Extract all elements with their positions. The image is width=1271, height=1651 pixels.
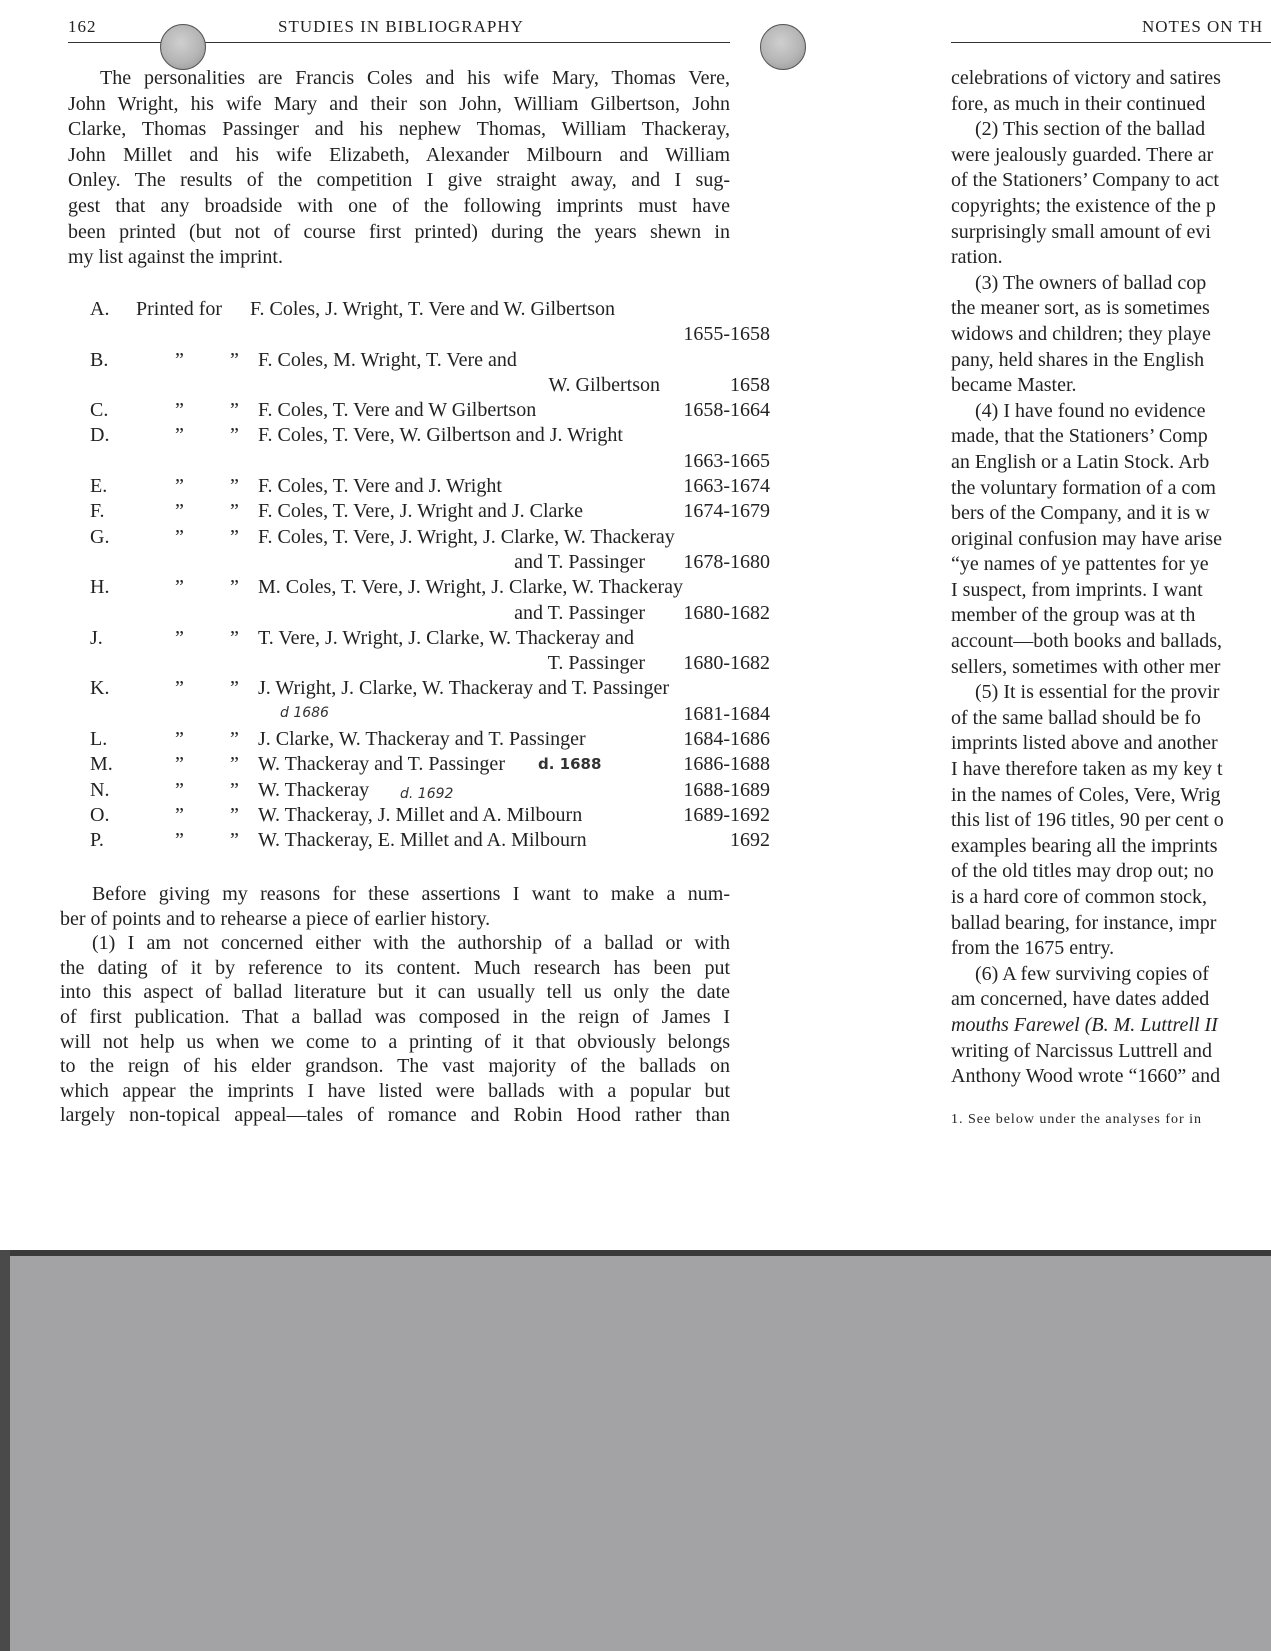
ditto-mark: ” [175,500,184,523]
ditto-mark: ” [175,475,184,498]
imprint-names: F. Coles, J. Wright, T. Vere and W. Gilbertson [250,298,615,320]
text-line: Before giving my reasons for these assertions I want to make a num- [92,883,730,905]
ditto-mark: ” [175,525,184,548]
ditto-mark: ” [230,500,239,523]
imprint-names: W. Thackeray and T. Passinger [258,753,505,776]
imprint-years: 1663-1665 [683,449,770,472]
imprint-row-a [90,298,770,323]
text-line: member of the group was at th [951,604,1196,627]
text-line: became Master. [951,374,1077,397]
imprint-letter: O. [90,803,110,826]
text-line: pany, held shares in the English [951,348,1205,371]
imprint-names-cont: T. Passinger [547,652,645,675]
ditto-mark: ” [230,626,239,649]
text-line: gest that any broadside with one of the following imprints must have [68,194,730,217]
imprint-years: 1688-1689 [683,778,770,801]
text-line: ber of points and to rehearse a piece of earlier history. [60,907,491,930]
imprint-letter: L. [90,728,108,751]
imprint-row-n [90,779,770,804]
imprint-names: M. Coles, T. Vere, J. Wright, J. Clarke, W. Thackeray [258,576,684,599]
imprint-letter: P. [90,829,104,852]
text-line: from the 1675 entry. [951,937,1115,960]
text-line: fore, as much in their continued [951,92,1206,115]
text-line: bers of the Company, and it is w [951,502,1210,525]
text-line: I have therefore taken as my key t [951,758,1223,781]
text-line: largely non-topical appeal—tales of romance and Robin Hood rather than [60,1104,730,1127]
imprint-names-cont: W. Gilbertson [548,373,660,396]
text-line: the meaner sort, as is sometimes [951,297,1210,320]
imprint-prefix: Printed for [136,298,223,320]
imprint-years: 1678-1680 [683,550,770,573]
imprint-letter: F. [90,500,105,523]
text-line: account—both books and ballads, [951,630,1223,653]
ditto-mark: ” [230,677,239,700]
imprint-years: 1658 [730,373,770,396]
right-page-text [951,66,1271,1090]
imprint-row-c [90,399,770,424]
running-head-right: NOTES ON TH [1142,17,1264,36]
text-line: an English or a Latin Stock. Arb [951,450,1210,473]
ditto-mark: ” [230,399,239,422]
imprint-years: 1658-1664 [683,399,770,422]
imprint-row-j [90,627,770,652]
text-line: in the names of Coles, Vere, Wrig [951,783,1221,806]
ditto-mark: ” [175,399,184,422]
imprint-letter: H. [90,576,110,599]
ditto-mark: ” [230,348,239,371]
text-line: The personalities are Francis Coles and his wife Mary, Thomas Vere, [100,67,730,89]
text-line: of the Stationers’ Company to act [951,169,1219,192]
scanner-edge [0,1250,1271,1256]
text-line: to the reign of his elder grandson. The vast majority of the ballads on [60,1055,730,1078]
imprint-letter: A. [90,298,110,320]
text-line: (3) The owners of ballad cop [975,271,1207,294]
ditto-mark: ” [175,778,184,801]
imprint-names: W. Thackeray, J. Millet and A. Milbourn [258,803,583,826]
text-line: of the old titles may drop out; no [951,860,1214,883]
imprint-letter: B. [90,348,109,371]
header-rule-right [951,42,1271,43]
text-line: is a hard core of common stock, [951,886,1208,908]
imprint-letter: D. [90,424,110,447]
imprint-years: 1692 [730,829,770,852]
text-line: John Wright, his wife Mary and their son John, William Gilbertson, John [68,92,730,115]
ditto-mark: ” [230,753,239,776]
running-head-left: STUDIES IN BIBLIOGRAPHY [278,17,524,36]
imprint-names: F. Coles, T. Vere, J. Wright, J. Clarke, W. Thackeray [258,525,675,548]
text-line: (5) It is essential for the provir [975,681,1220,704]
ditto-mark: ” [175,424,184,447]
text-line: which appear the imprints I have listed were ballads with a popular but [60,1079,730,1102]
text-line: copyrights; the existence of the p [951,194,1216,217]
text-line: Anthony Wood wrote “1660” and [951,1065,1221,1088]
text-line: surprisingly small amount of evi [951,220,1211,243]
imprint-years: 1655-1658 [683,323,770,346]
imprint-row-o [90,804,770,829]
handwritten-note: d. 1692 [400,785,454,802]
scanner-background [0,1250,1271,1651]
text-line: (6) A few surviving copies of [975,962,1209,985]
ditto-mark: ” [230,424,239,447]
imprint-row-g [90,526,770,551]
text-line: original confusion may have arise [951,527,1223,550]
text-line: “ye names of ye pattentes for ye [951,553,1209,576]
text-line: mouths Farewel (B. M. Luttrell II [951,1013,1218,1036]
ditto-mark: ” [230,778,239,801]
ditto-mark: ” [230,475,239,498]
text-line: widows and children; they playe [951,322,1211,345]
text-line: (2) This section of the ballad [975,118,1206,141]
ditto-mark: ” [230,525,239,548]
text-line: John Millet and his wife Elizabeth, Alexander Milbourn and William [68,143,730,166]
ditto-mark: ” [230,576,239,599]
imprint-years: 1680-1682 [683,652,770,675]
imprint-letter: N. [90,778,110,801]
text-line: of the same ballad should be fo [951,706,1201,729]
text-line: into this aspect of ballad literature but it can usually tell us only the date [60,981,730,1004]
text-line: ballad bearing, for instance, impr [951,911,1217,934]
imprint-row-b [90,349,770,374]
text-line: made, that the Stationers’ Comp [951,425,1208,448]
imprint-names: F. Coles, T. Vere, W. Gilbertson and J. Wright [258,424,623,447]
imprint-names: W. Thackeray, E. Millet and A. Milbourn [258,829,587,852]
imprint-years: 1684-1686 [683,728,770,751]
imprint-names: T. Vere, J. Wright, J. Clarke, W. Thackeray and [258,626,634,649]
ditto-mark: ” [175,348,184,371]
handwritten-note: d 1686 [280,704,329,721]
punch-hole-left [160,24,206,70]
text-line: Onley. The results of the competition I give straight away, and I sug- [68,169,730,192]
body-paragraphs [60,882,730,1128]
imprint-years: 1674-1679 [683,500,770,523]
ditto-mark: ” [230,829,239,852]
imprint-names: F. Coles, T. Vere and W Gilbertson [258,399,537,422]
text-line: ration. [951,246,1003,269]
handwritten-note: d. 1688 [538,755,602,774]
imprint-names: J. Wright, J. Clarke, W. Thackeray and T. Passinger [258,677,669,700]
text-line: (4) I have found no evidence [975,399,1206,422]
imprint-names: F. Coles, T. Vere, J. Wright and J. Clarke [258,500,583,523]
imprint-row-p [90,829,770,854]
text-line: the voluntary formation of a com [951,476,1216,499]
text-line: celebrations of victory and satires [951,67,1221,89]
text-line: Clarke, Thomas Passinger and his nephew Thomas, William Thackeray, [68,118,730,141]
imprint-row-l [90,728,770,753]
text-line: will not help us when we come to a printing of it that obviously belongs [60,1030,730,1053]
imprint-names: J. Clarke, W. Thackeray and T. Passinger [258,728,586,751]
imprint-years: 1686-1688 [683,753,770,776]
imprint-row-k [90,677,770,702]
footnote: 1. See below under the analyses for in [951,1112,1203,1127]
ditto-mark: ” [230,728,239,751]
ditto-mark: ” [175,626,184,649]
imprint-row-h [90,576,770,601]
text-line: were jealously guarded. There ar [951,143,1214,166]
punch-hole-right [760,24,806,70]
text-line: the dating of it by reference to its content. Much research has been put [60,956,730,979]
ditto-mark: ” [175,728,184,751]
imprint-letter: K. [90,677,110,700]
imprint-letter: J. [90,626,103,649]
text-line: I suspect, from imprints. I want [951,578,1203,601]
ditto-mark: ” [175,677,184,700]
ditto-mark: ” [175,753,184,776]
imprint-names-cont: and T. Passinger [514,601,645,624]
scanner-side-edge [0,1250,10,1651]
text-line: imprints listed above and another [951,732,1218,755]
text-line: been printed (but not of course first printed) during the years shewn in [68,220,730,243]
text-line: of first publication. That a ballad was composed in the reign of James I [60,1005,730,1028]
imprint-letter: E. [90,475,108,498]
text-line: am concerned, have dates added [951,988,1210,1011]
ditto-mark: ” [175,576,184,599]
imprint-names: W. Thackeray [258,778,370,801]
imprint-names: F. Coles, T. Vere and J. Wright [258,475,502,498]
imprint-years: 1680-1682 [683,601,770,624]
text-line: my list against the imprint. [68,246,283,269]
imprint-list [90,298,770,855]
imprint-names-cont: and T. Passinger [514,550,645,573]
imprint-row-d [90,424,770,449]
imprint-row-f [90,500,770,525]
page-number: 162 [68,17,97,36]
ditto-mark: ” [175,803,184,826]
intro-paragraph [68,66,730,271]
ditto-mark: ” [175,829,184,852]
imprint-letter: G. [90,525,110,548]
text-line: sellers, sometimes with other mer [951,655,1221,678]
text-line: writing of Narcissus Luttrell and [951,1039,1213,1062]
imprint-years: 1663-1674 [683,475,770,498]
imprint-years: 1689-1692 [683,803,770,826]
imprint-names: F. Coles, M. Wright, T. Vere and [258,348,517,371]
ditto-mark: ” [230,803,239,826]
text-line: examples bearing all the imprints [951,834,1218,857]
imprint-row-e [90,475,770,500]
text-line: this list of 196 titles, 90 per cent o [951,809,1224,832]
imprint-years: 1681-1684 [683,702,770,725]
text-line: (1) I am not concerned either with the authorship of a ballad or with [92,932,730,955]
imprint-letter: M. [90,753,113,776]
imprint-letter: C. [90,399,109,422]
imprint-row-m [90,753,770,778]
